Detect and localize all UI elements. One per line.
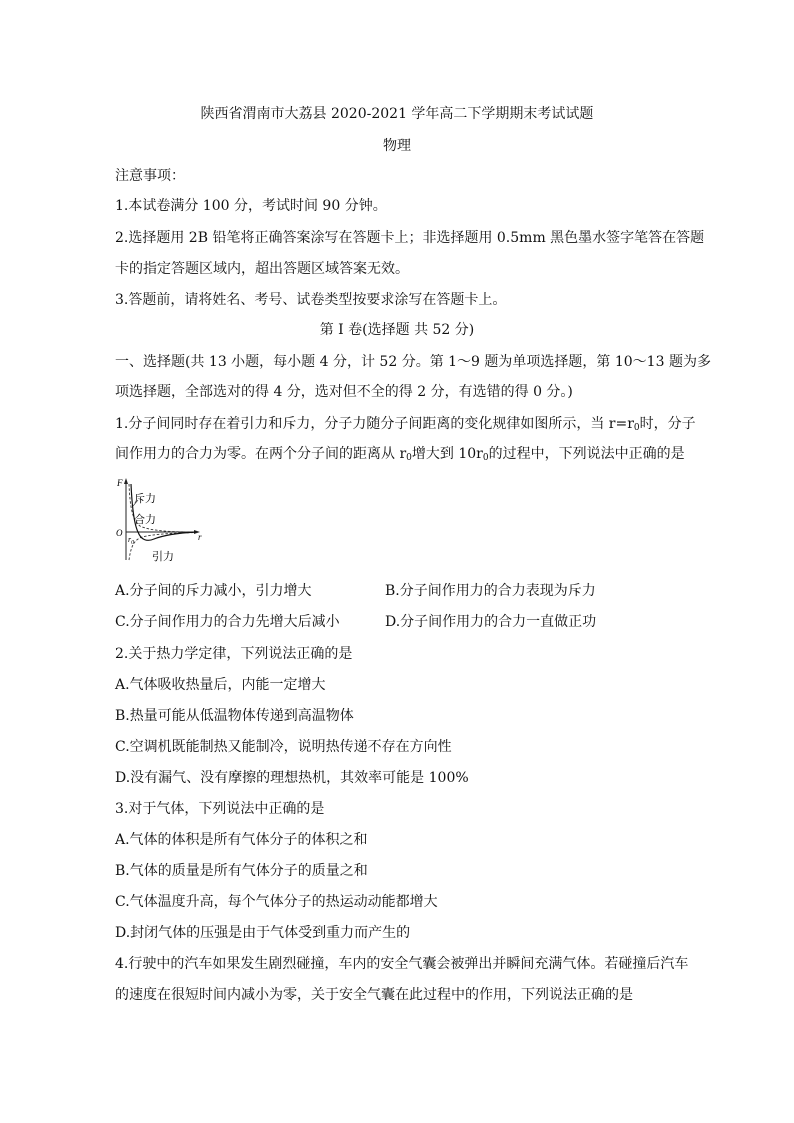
subject-title: 物理	[383, 138, 411, 154]
q3-option-b: B.气体的质量是所有气体分子的质量之和	[115, 863, 368, 879]
molecular-force-graph	[112, 476, 204, 568]
q3-stem: 3.对于气体，下列说法中正确的是	[115, 801, 325, 817]
q2-stem: 2.关于热力学定律，下列说法正确的是	[115, 646, 353, 662]
q1-stem-1a: 1.分子间同时存在着引力和斥力，分子力随分子间距离的变化规律如图所示，当 r=r	[115, 416, 634, 432]
exam-title: 陕西省渭南市大荔县 2020-2021 学年高二下学期期末考试试题	[200, 106, 594, 122]
q1-stem-2a: 间作用力的合力为零。在两个分子间的距离从 r	[115, 446, 407, 462]
net-force-label: 合力	[134, 513, 156, 526]
q1-stem-2b: 增大到 10r	[411, 446, 483, 462]
q1-stem-line-1	[115, 414, 696, 438]
q1-option-d: D.分子间作用力的合力一直做正功	[385, 614, 597, 630]
notice-item-2-line-1: 2.选择题用 2B 铅笔将正确答案涂写在答题卡上；非选择题用 0.5mm 黑色墨水签字笔答在答题	[115, 230, 705, 246]
q1-stem-2-subscript-1: 0	[406, 453, 412, 463]
q1-option-c: C.分子间作用力的合力先增大后减小	[115, 614, 340, 630]
q2-option-b: B.热量可能从低温物体传递到高温物体	[115, 708, 354, 724]
q2-option-a: A.气体吸收热量后，内能一定增大	[115, 677, 326, 693]
r0-label: $r_0$	[128, 535, 135, 546]
notice-item-1: 1.本试卷满分 100 分，考试时间 90 分钟。	[115, 198, 387, 214]
attraction-label: 引力	[152, 550, 174, 563]
q1-stem-1b: 时，分子	[639, 416, 696, 432]
q1-option-b: B.分子间作用力的合力表现为斥力	[385, 583, 596, 599]
q4-stem-line-1: 4.行驶中的汽车如果发生剧烈碰撞，车内的安全气囊会被弹出并瞬间充满气体。若碰撞后汽车	[115, 956, 689, 972]
f-axis-label: F	[117, 478, 123, 488]
notice-item-2-line-2: 卡的指定答题区域内，超出答题区域答案无效。	[115, 261, 409, 277]
notice-heading: 注意事项：	[115, 168, 185, 184]
q2-option-d: D.没有漏气、没有摩擦的理想热机，其效率可能是 100%	[115, 770, 469, 786]
section-intro-line-2: 项选择题，全部选对的得 4 分，选对但不全的得 2 分，有选错的得 0 分。)	[115, 384, 573, 400]
q3-option-a: A.气体的体积是所有气体分子的体积之和	[115, 832, 368, 848]
section-intro-line-1: 一、选择题(共 13 小题，每小题 4 分，计 52 分。第 1～9 题为单项选择题，第 10～13 题为多	[115, 354, 711, 370]
origin-label: O	[116, 528, 123, 538]
q3-option-c: C.气体温度升高，每个气体分子的热运动动能都增大	[115, 894, 438, 910]
notice-item-3: 3.答题前，请将姓名、考号、试卷类型按要求涂写在答题卡上。	[115, 292, 507, 308]
repulsion-label: 斥力	[134, 492, 156, 505]
q1-option-a: A.分子间的斥力减小，引力增大	[115, 583, 312, 599]
q4-stem-line-2: 的速度在很短时间内减小为零，关于安全气囊在此过程中的作用，下列说法正确的是	[115, 987, 633, 1003]
f-axis-arrow	[124, 478, 128, 484]
r-axis-label: r	[198, 532, 202, 542]
molecular-force-figure	[112, 476, 204, 568]
q1-stem-1-subscript: 0	[633, 423, 640, 433]
section-title: 第 I 卷(选择题 共 52 分)	[319, 322, 475, 338]
q1-stem-2c: 的过程中，下列说法中正确的是	[488, 446, 685, 462]
q1-stem-line-2	[115, 444, 685, 468]
q3-option-d: D.封闭气体的压强是由于气体受到重力而产生的	[115, 925, 411, 941]
q1-stem-2-subscript-2: 0	[482, 453, 489, 463]
q2-option-c: C.空调机既能制热又能制冷，说明热传递不存在方向性	[115, 739, 452, 755]
